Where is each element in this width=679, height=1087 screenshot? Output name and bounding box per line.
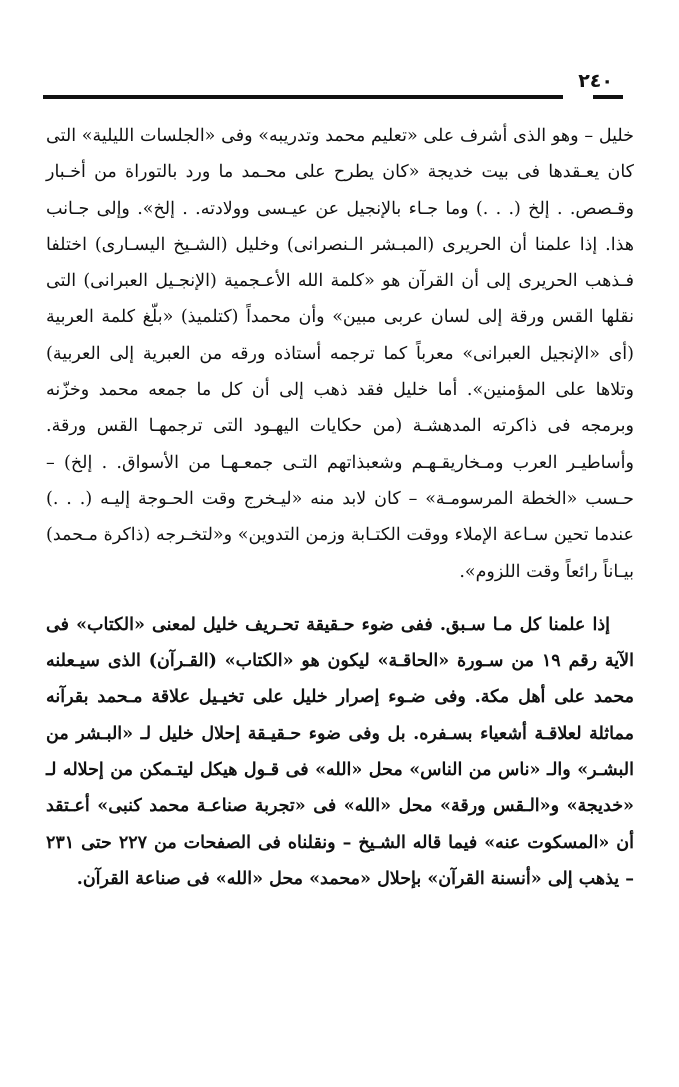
paragraph-2: إذا علمنا كل مـا سـبق. ففى ضوء حـقيقة تحـريف خليل لمعنى «الكتاب» فى الآية رقم ١٩ من سـورة «الحاقـة» ليكون هو «الكتاب» (القـرآن) الذى سيـعلنه محمد على أهل مكة. وفى ضـوء إصرار خليل على تخيـيل علاقة مـحمد بقرآنه مماثلة لعلاقـة أشعياء بسـفره. بل وفى ضوء حـقيـقة إحلال خليل لـ «البـشر من البشـر» والـ «ناس من الناس» محل «الله» فى قـول هيكل ليتـمكن من إحلاله لـ «خديجة» و«الـقس ورقة» محل «الله» فى «تجربة صناعـة محمد كنبى» أعـتقد أن «المسكوت عنه» فيما قاله الشـيخ – ونقلناه فى الصفحات من ٢٢٧ حتى ٢٣١ – يذهب إلى «أنسنة القرآن» بإحلال «محمد» محل «الله» فى صناعة القرآن. (46, 614, 634, 889)
body-text (46, 118, 634, 897)
paragraph-1: خليل – وهو الذى أشرف على «تعليم محمد وتدريبه» وفى «الجلسات الليلية» التى كان يعـقدها فى بيت خديجة «كان يطرح على محـمد ما ورد بالتوراة من أخـبار وقـصص. . إلخ (. . .) وما جـاء بالإنجيل عن عيـسى وولادته. . إلخ». وإلى جـانب هذا. إذا علمنا أن الحريرى (المبـشر الـنصرانى) وخليل (الشـيخ اليسـارى) اختلفا فـذهب الحريرى إلى أن القرآن هو «كلمة الله الأعـجمية (الإنجـيل العبرانى) التى نقلها القس ورقة إلى لسان عربى مبين» وأن محمداً (كتلميذ) «بلّغ كلمة العربية (أى «الإنجيل العبرانى» معرباً كما ترجمه أستاذه ورقه من العبرية إلى العربية) وتلاها على المؤمنين». أما خليل فقد ذهب إلى أن كل ما جمعه محمد وخزّنه وبرمجه فى ذاكرته المدهشـة (من حكايات اليهـود التى ترجمهـا القس ورقة. وأساطيـر العرب ومـخاريقـهـم وشعبذاتهم التـى جمعـهـا من الأسواق. . إلخ) – حـسب «الخطة المرسومـة» – كان لابد منه «ليـخرج وقت الحـوجة إليـه (. . .) عندما تحين سـاعة الإملاء ووقت الكتـابة وزمن التدوين» و«لتخـرجه (ذاكرة مـحمد) بيـاناً رائعاً وقت اللزوم». (46, 126, 634, 582)
header-rule-short (593, 95, 623, 99)
header-rule (43, 95, 563, 99)
page-number: ٢٤٠ (578, 70, 613, 92)
